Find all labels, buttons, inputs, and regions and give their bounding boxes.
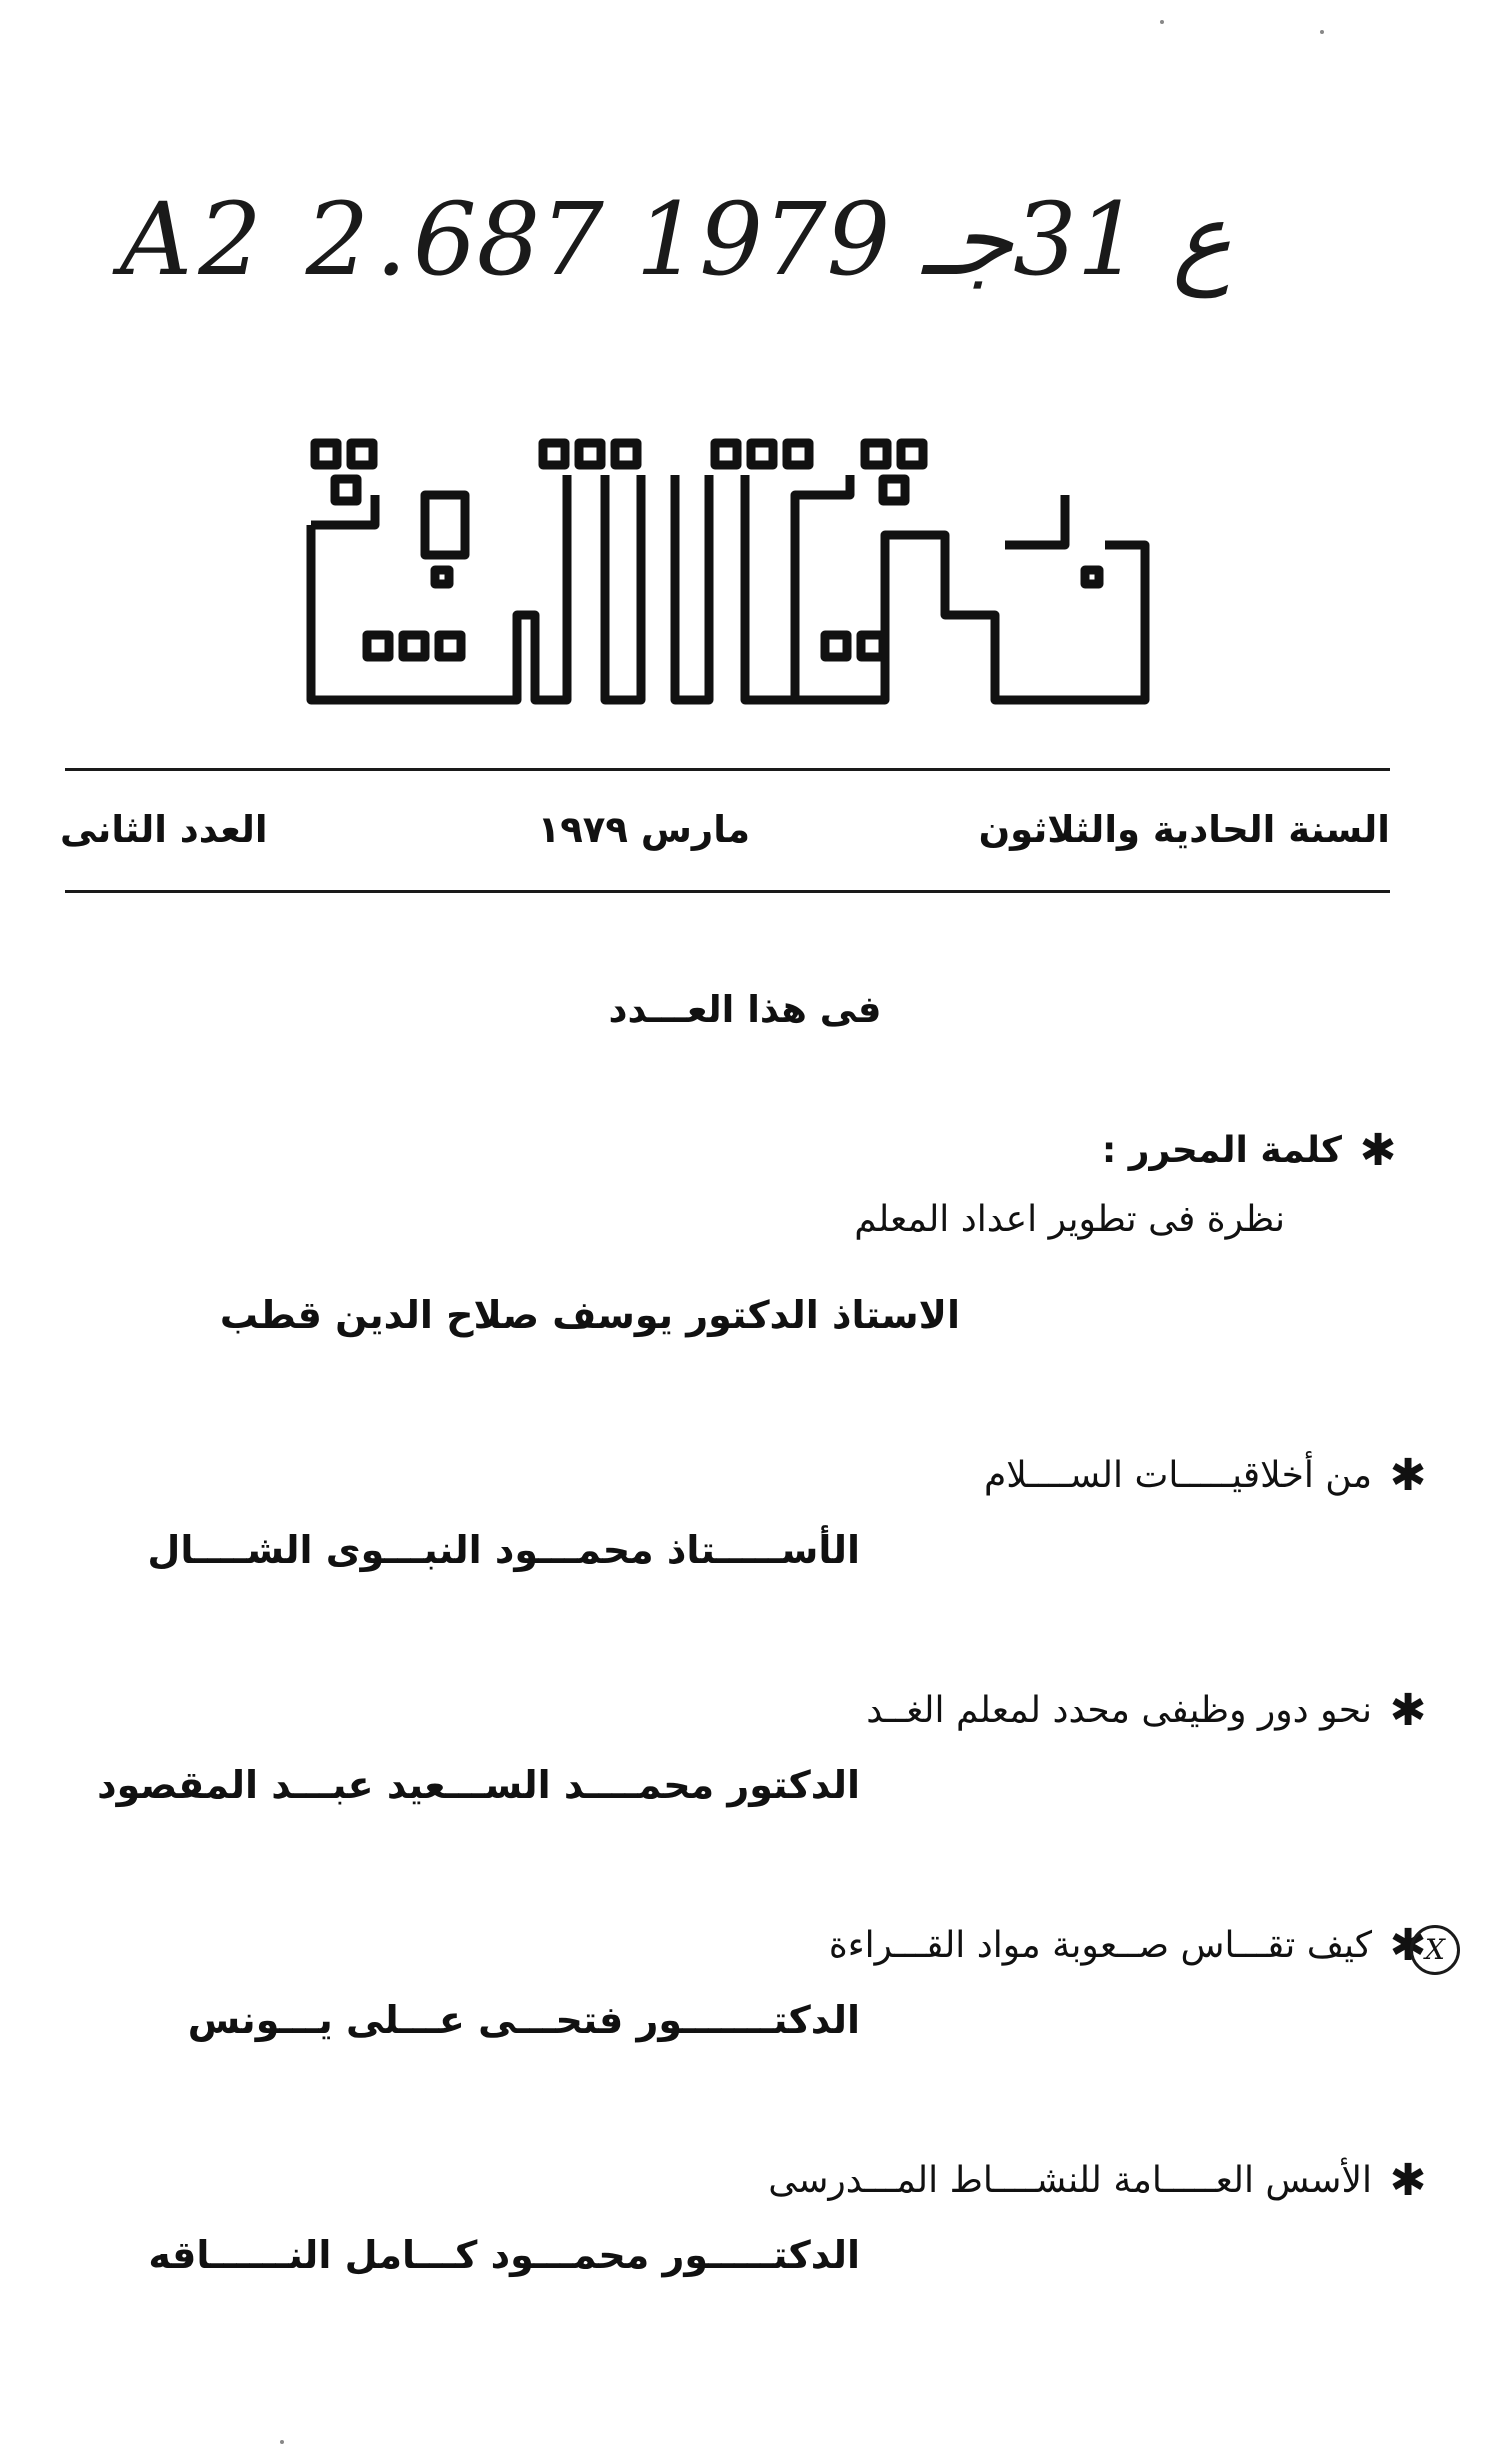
issue-date: مارس ١٩٧٩ — [537, 808, 750, 851]
scan-speck — [280, 2440, 284, 2444]
article-author: الدكتـــــــور فتحـــى عـــلى يـــونس — [187, 1998, 860, 2042]
contents-entry — [100, 1910, 1427, 2060]
scan-speck — [1160, 20, 1164, 24]
info-bar-top-rule — [65, 768, 1390, 771]
contents-entry — [100, 1115, 1400, 1355]
section-label: كلمة المحرر : — [1101, 1129, 1342, 1171]
contents-entry — [97, 1675, 1427, 1825]
asterisk-bullet-icon: ✱ — [1389, 1449, 1427, 1501]
masthead-logo — [305, 435, 1155, 710]
info-bar-bottom-rule — [65, 890, 1390, 893]
contents-entry — [100, 2145, 1427, 2295]
handwritten-catalog-note: A2 2.ع 31جـ 1979 687 — [120, 181, 1232, 298]
article-title: من أخلاقيـــــات الســــلام — [983, 1454, 1372, 1496]
issue-number: العدد الثانى — [60, 808, 268, 851]
article-title: الأسس العـــــامة للنشــــاط المـــدرسى — [768, 2159, 1372, 2201]
article-author: الأســـــتاذ محمـــود النبـــوى الشــــال — [147, 1528, 860, 1572]
circled-handwritten-mark: X — [1410, 1925, 1460, 1975]
volume-year: السنة الحادية والثلاثون — [978, 808, 1390, 851]
asterisk-bullet-icon: ✱ — [1389, 2154, 1427, 2206]
info-bar — [60, 790, 1390, 870]
article-author: الدكتور محمــــد الســـعيد عبـــد المقصود — [97, 1763, 860, 1807]
scan-speck — [1320, 30, 1324, 34]
article-author: الاستاذ الدكتور يوسف صلاح الدين قطب — [219, 1293, 960, 1337]
asterisk-bullet-icon: ✱ — [1359, 1124, 1397, 1176]
article-title: نحو دور وظيفى محدد لمعلم الغــد — [866, 1689, 1372, 1731]
asterisk-bullet-icon: ✱ — [1389, 1684, 1427, 1736]
article-author: الدكتـــــور محمـــود كـــامل النــــــاقه — [148, 2233, 860, 2277]
article-title: كيف تقـــاس صــعوبة مواد القـــراءة — [828, 1924, 1372, 1966]
contents-entry — [100, 1440, 1427, 1590]
article-title: نظرة فى تطوير اعداد المعلم — [854, 1199, 1285, 1240]
contents-list — [97, 1115, 1427, 2295]
asterisk-bullet-icon: ✱ — [1389, 1919, 1427, 1971]
contents-heading: فى هذا العـــدد — [608, 988, 882, 1031]
